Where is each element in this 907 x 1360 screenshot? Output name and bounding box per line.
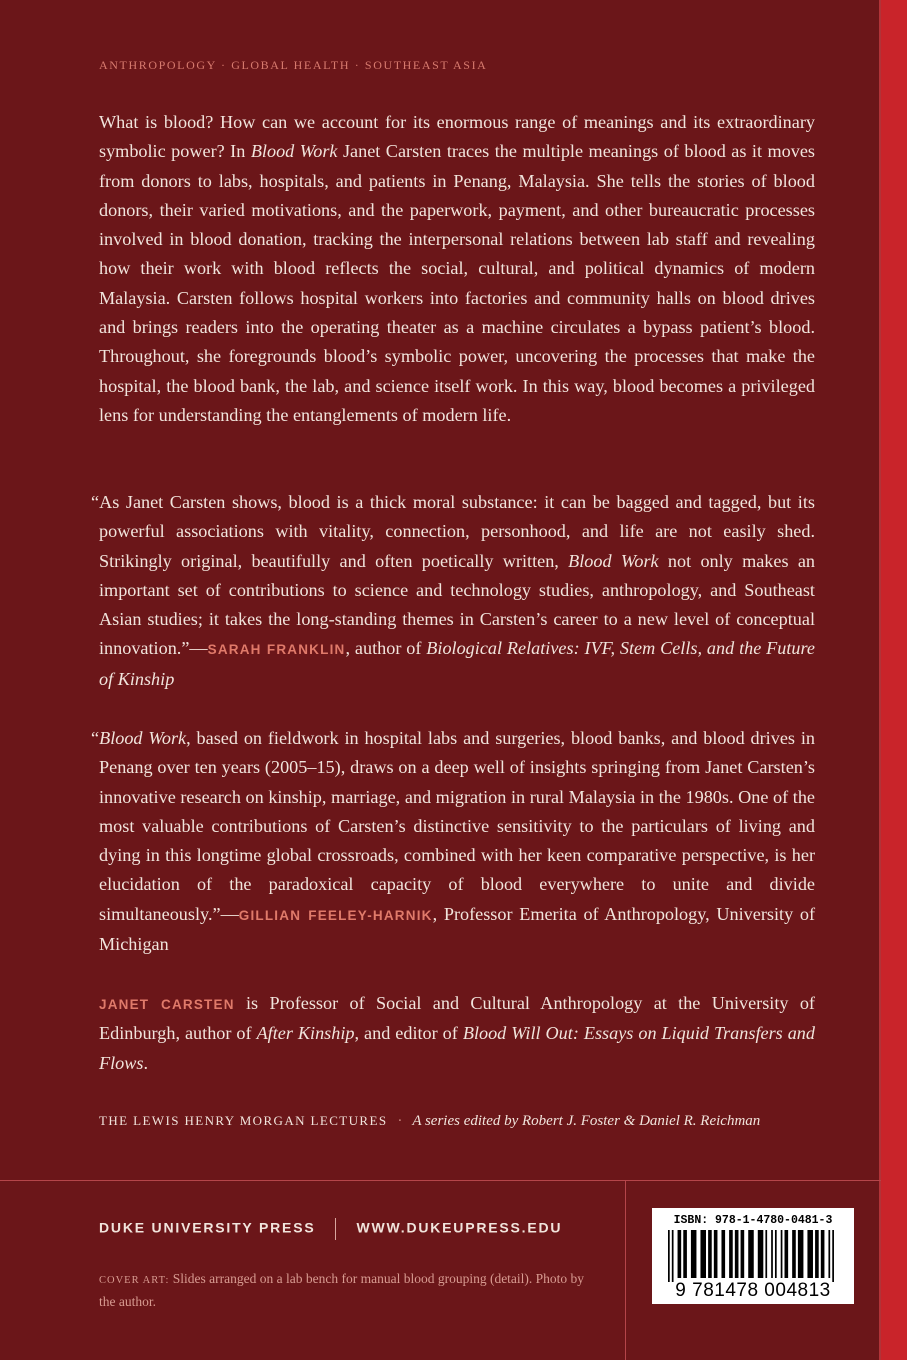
barcode-bar xyxy=(721,1230,725,1278)
blurb1-author: SARAH FRANKLIN xyxy=(207,642,346,658)
blurb1-book-title: Blood Work xyxy=(568,550,659,571)
barcode-bar xyxy=(678,1230,682,1278)
barcode-bar xyxy=(828,1230,830,1278)
blurb1-text-3: , author of xyxy=(345,638,427,659)
subject-categories: ANTHROPOLOGY · GLOBAL HEALTH · SOUTHEAST ASIA xyxy=(99,58,488,72)
blurb2-author: GILLIAN FEELEY-HARNIK xyxy=(238,907,433,923)
bio-text-1: is Professor of Social and Cultural Anthropology at the University of Edinburgh, author of xyxy=(99,993,815,1044)
barcode-bar xyxy=(775,1230,777,1278)
barcode-bar xyxy=(714,1230,718,1278)
barcode-bar xyxy=(771,1230,773,1278)
book-description xyxy=(99,108,815,430)
barcode-bar xyxy=(781,1230,783,1278)
publisher-divider xyxy=(335,1218,336,1240)
publisher-name: DUKE UNIVERSITY PRESS xyxy=(99,1219,316,1236)
barcode-bar xyxy=(741,1230,745,1278)
barcode-bar xyxy=(792,1230,796,1278)
blurb2-book-title: Blood Work xyxy=(99,728,187,748)
blurb2-open-quote: “ xyxy=(91,728,100,748)
bio-book-2: Blood Will Out: Essays on Liquid Transfers and Flows xyxy=(99,1023,815,1073)
barcode-bar xyxy=(700,1230,706,1278)
footer-vertical-rule xyxy=(625,1180,626,1360)
endorsement-franklin xyxy=(91,488,815,694)
description-text-2: Janet Carsten traces the multiple meanings of blood as it moves from donors to labs, hospitals, and patients in Penang, Malaysia. She tells the stories of blood donors, their varied motivations, and the paperwork, payment, and other bureaucratic processes involved in blood donation, tracking the interpersonal relations between lab staff and revealing how their work with blood reflects the social, cultural, and political dynamics of modern Malaysia. Carsten follows hospital workers into factories and community halls on blood drives and brings readers into the operating theater as a machine circulates a bypass patient’s blood. Throughout, she foregrounds blood’s symbolic power, uncovering the processes that make the hospital, the blood bank, the lab, and science itself work. In this way, blood becomes a privileged lens for understanding the entanglements of modern life. xyxy=(99,141,815,425)
lecture-series xyxy=(99,1113,760,1130)
barcode-bar xyxy=(735,1230,739,1278)
series-separator: · xyxy=(397,1113,403,1129)
spine-strip xyxy=(881,0,907,1360)
barcode-bar xyxy=(668,1230,670,1282)
series-name: THE LEWIS HENRY MORGAN LECTURES xyxy=(99,1113,388,1128)
isbn-label: ISBN: 978-1-4780-0481-3 xyxy=(673,1214,833,1227)
blurb1-text-2: not only makes an important set of contributions to science and technology studies, anthropology, and Southeast Asian studies; it takes the long-standing themes in Carsten’s career to a new level of conceptual innovation.”— xyxy=(99,550,815,659)
blurb1-author-book: Biological Relatives: IVF, Stem Cells, and the Future of Kinship xyxy=(99,638,815,689)
barcode-bar xyxy=(832,1230,834,1282)
publisher-url[interactable]: WWW.DUKEUPRESS.EDU xyxy=(356,1219,563,1236)
author-bio xyxy=(99,989,815,1078)
barcode-bar xyxy=(758,1230,764,1278)
cover-art-text: Slides arranged on a lab bench for manual blood grouping (detail). Photo by the author. xyxy=(99,1271,585,1309)
endorsement-feeley-harnik xyxy=(91,724,815,959)
barcode-bar xyxy=(672,1230,674,1282)
barcode-bar xyxy=(708,1230,712,1278)
barcode-bars xyxy=(668,1230,840,1282)
isbn-barcode xyxy=(652,1208,854,1304)
barcode-bar xyxy=(691,1230,697,1278)
barcode-bar xyxy=(785,1230,789,1278)
bio-text-2: , and editor of xyxy=(354,1023,463,1044)
blurb2-text-2: , Professor Emerita of Anthropology, University of Michigan xyxy=(99,903,815,955)
bio-author-name: JANET CARSTEN xyxy=(99,997,235,1012)
barcode-digits: 9 781478 004813 xyxy=(675,1280,831,1301)
series-editors: A series edited by Robert J. Foster & Daniel R. Reichman xyxy=(412,1113,761,1129)
barcode-bar xyxy=(765,1230,767,1278)
publisher-line xyxy=(99,1218,562,1240)
barcode-bar xyxy=(798,1230,804,1278)
barcode-bar xyxy=(729,1230,733,1278)
barcode-bar xyxy=(748,1230,754,1278)
cover-art-label: COVER ART: xyxy=(99,1275,170,1286)
description-book-title: Blood Work xyxy=(250,141,338,162)
blurb1-text-1: “As Janet Carsten shows, blood is a thick moral substance: it can be bagged and tagged, but its powerful associations with vitality, connection, personhood, and life are not easily shed. Strikingly original, beautifully and often poetically written, xyxy=(91,492,815,571)
barcode-bar xyxy=(815,1230,819,1278)
barcode-bar xyxy=(683,1230,687,1278)
barcode-bar xyxy=(821,1230,825,1278)
description-text-1: What is blood? How can we account for its enormous range of meanings and its extraordinary symbolic power? In xyxy=(99,112,815,162)
barcode-bar xyxy=(807,1230,813,1278)
cover-art-credit xyxy=(99,1268,599,1312)
blurb2-text-1: , based on fieldwork in hospital labs and surgeries, blood banks, and blood drives in Penang over ten years (2005–15), draws on a deep well of insights springing from Janet Carsten’s innovative research on kinship, marriage, and migration in rural Malaysia in the 1980s. One of the most valuable contributions of Carsten’s distinctive sensitivity to the particulars of living and dying in this longtime global crossroads, combined with her keen comparative perspective, is her elucidation of the paradoxical capacity of blood everywhere to unite and divide simultaneously.”— xyxy=(99,728,815,924)
footer-horizontal-rule xyxy=(0,1180,881,1181)
bio-book-1: After Kinship xyxy=(256,1023,355,1044)
bio-text-3: . xyxy=(143,1052,149,1073)
